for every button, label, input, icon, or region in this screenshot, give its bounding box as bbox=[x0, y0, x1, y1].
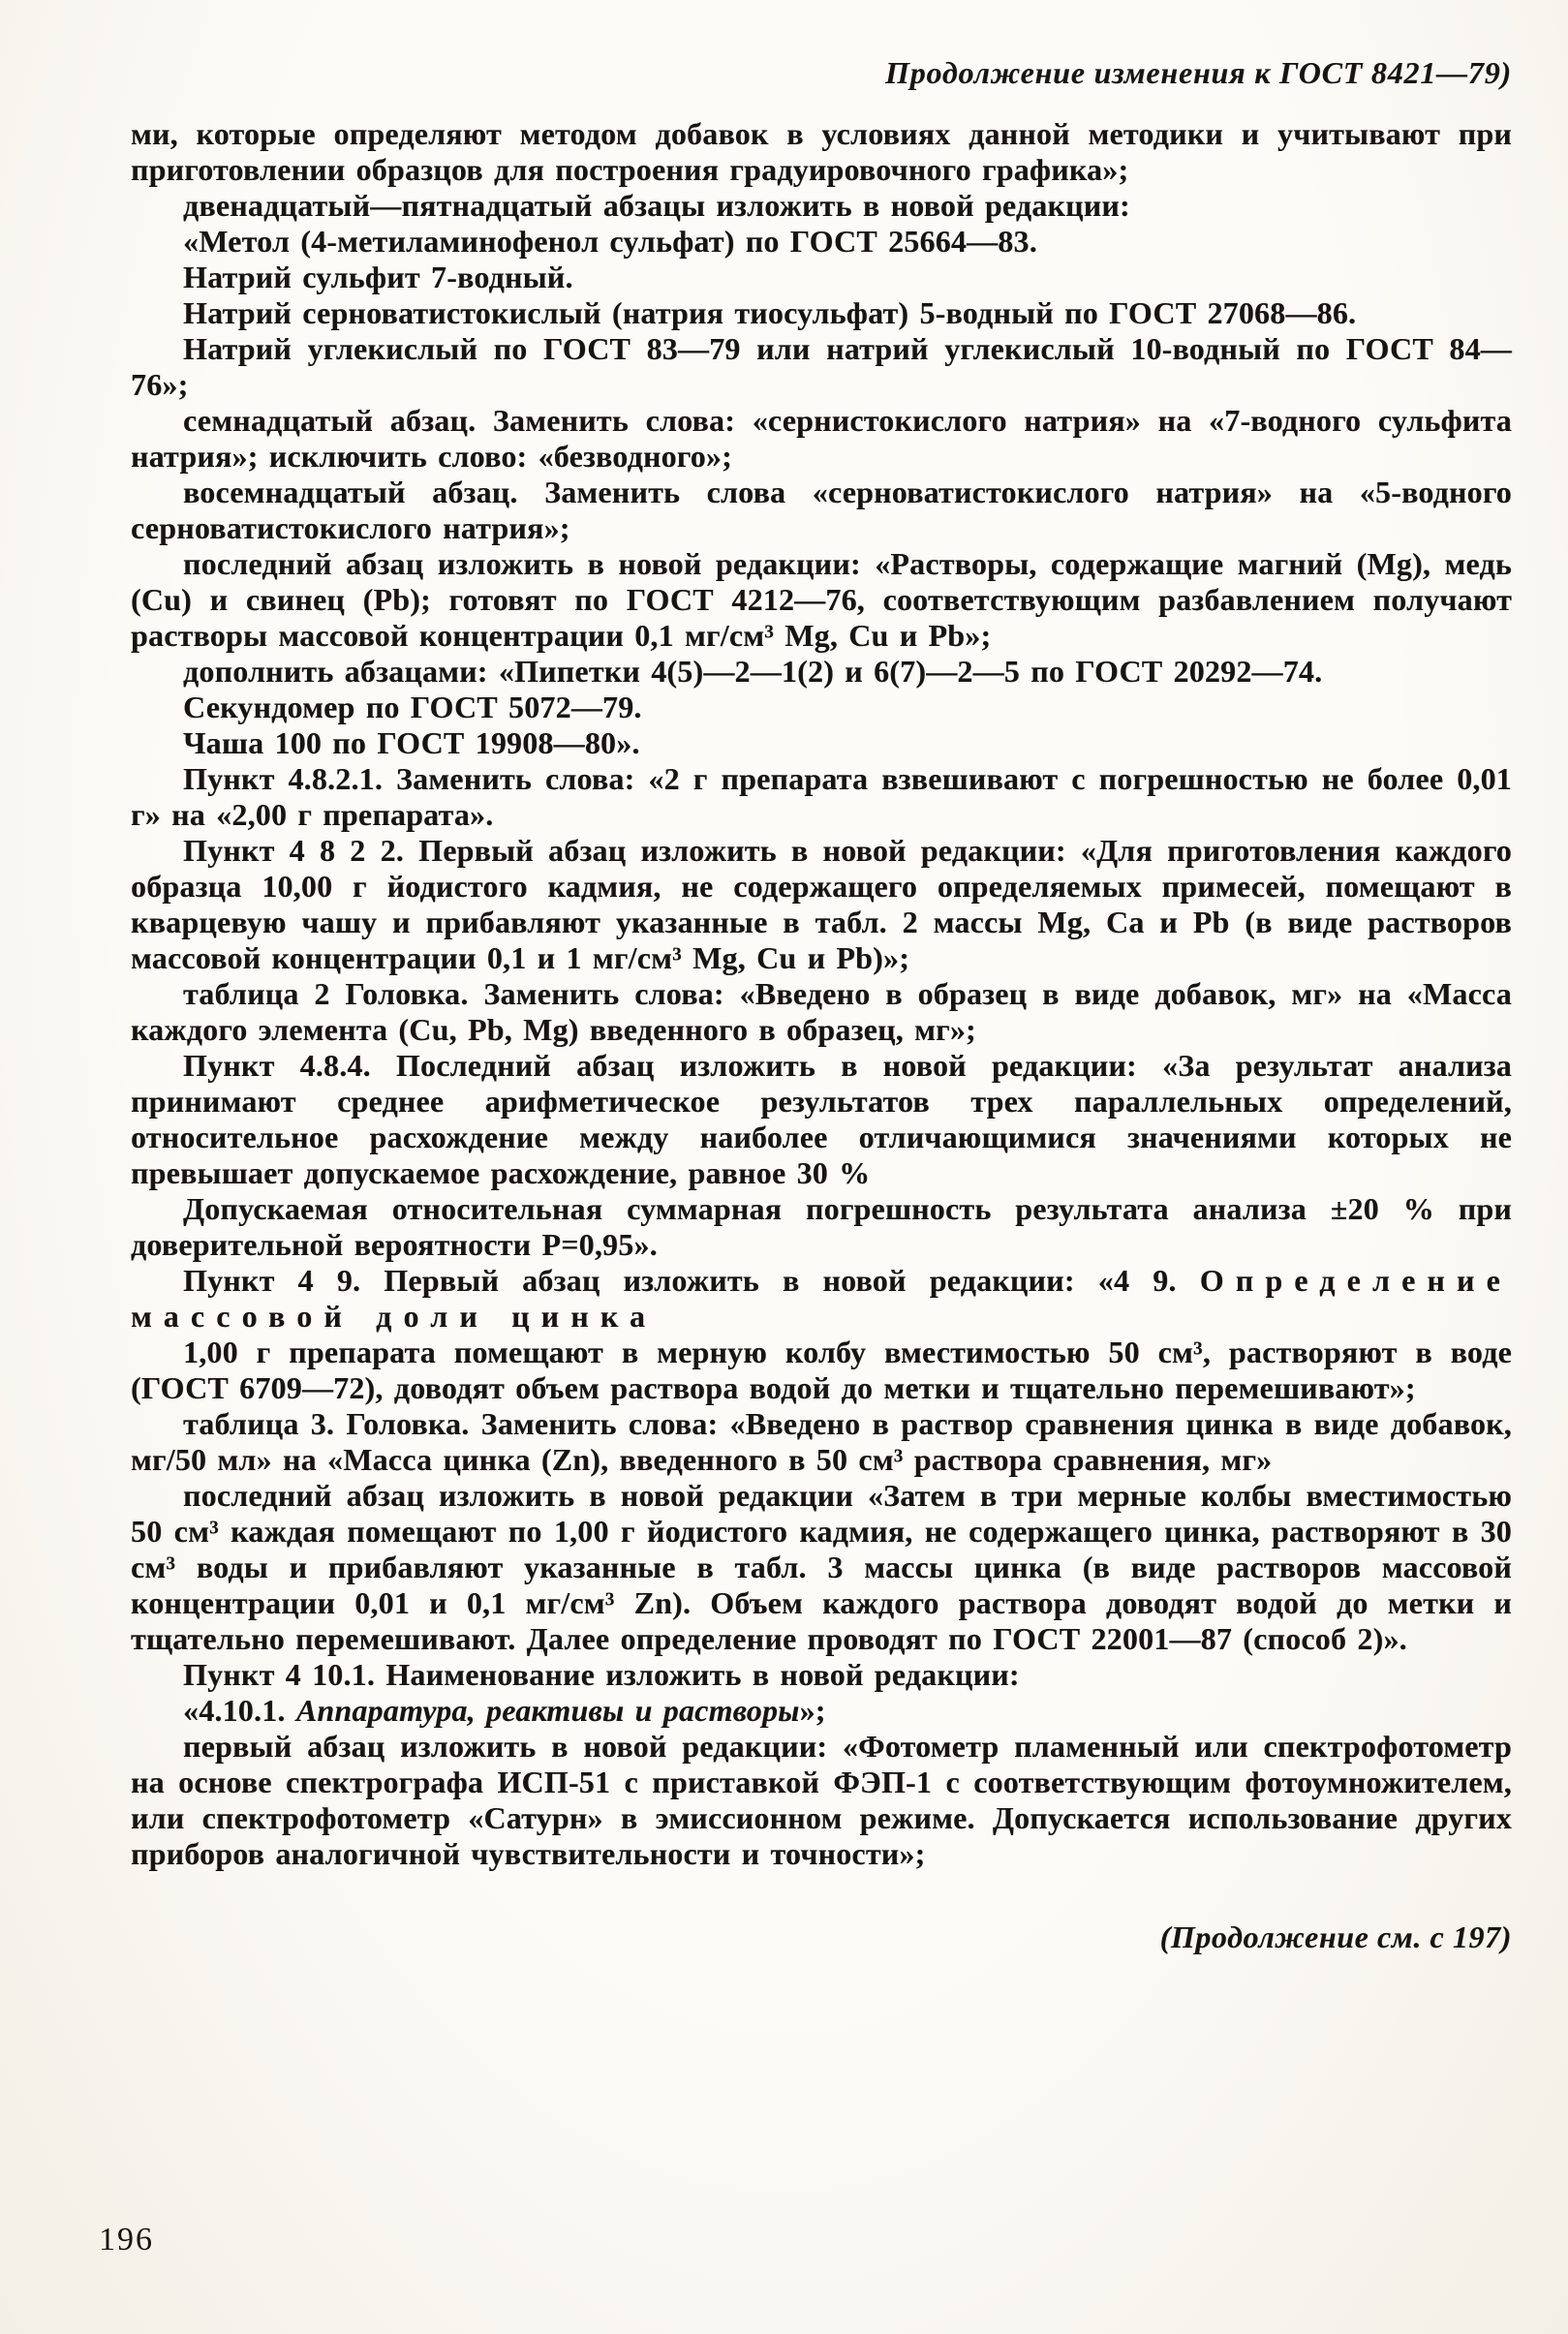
paragraph: первый абзац изложить в новой редакции: «Фотометр пламенный или спектрофотометр на основе спектрографа ИСП-51 с приставкой ФЭП-1 с соответствующим фотоумножителем, или спектрофотометр «Сатурн» в эмиссионном режиме. Допускается использование других приборов аналогичной чувствительности и точности»; bbox=[131, 1729, 1512, 1871]
paragraph-text: »; bbox=[799, 1693, 826, 1728]
paragraph: последний абзац изложить в новой редакции «Затем в три мерные колбы вместимостью 50 см³ каждая помещают по 1,00 г йодистого кадмия, не содержащего цинка, растворяют в 30 см³ воды и прибавляют указанные в табл. 3 массы цинка (в виде растворов массовой концентрации 0,01 и 0,1 мг/см³ Zn). Объем каждого раствора доводят водой до метки и тщательно перемешивают. Далее определение проводят по ГОСТ 22001—87 (способ 2)». bbox=[131, 1478, 1512, 1656]
paragraph: Пункт 4.8.4. Последний абзац изложить в новой редакции: «За результат анализа принимают среднее арифметическое результатов трех параллельных определений, относительное расхождение между наиболее отличающимися значениями которых не превышает допускаемое расхождение, равное 30 % bbox=[131, 1048, 1512, 1190]
spaced-heading-zinc-mass-fraction: Определение массовой доли цинка bbox=[131, 1263, 1512, 1334]
paragraph: Пункт 4.8.2.1. Заменить слова: «2 г препарата взвешивают с погрешностью не более 0,01 г» на «2,00 г препарата». bbox=[131, 761, 1512, 832]
paragraph: Натрий серноватистокислый (натрия тиосульфат) 5-водный по ГОСТ 27068—86. bbox=[183, 295, 1357, 330]
paragraph bbox=[131, 1263, 1512, 1335]
running-header: Продолжение изменения к ГОСТ 8421—79) bbox=[885, 55, 1512, 90]
paragraph: ми, которые определяют методом добавок в условиях данной методики и учитывают при приготовлении образцов для построения градуировочного графика»; bbox=[131, 116, 1512, 187]
document-body bbox=[131, 116, 1512, 1872]
paragraph: таблица 3. Головка. Заменить слова: «Введено в раствор сравнения цинка в виде добавок, мг/50 мл» на «Масса цинка (Zn), введенного в 50 см³ раствора сравнения, мг» bbox=[131, 1406, 1512, 1477]
paragraph: «Метол (4-метиламинофенол сульфат) по ГОСТ 25664—83. bbox=[183, 224, 1037, 259]
continuation-note: (Продолжение см. с 197) bbox=[1159, 1919, 1512, 1954]
section-title-apparatus-reagents: Аппаратура, реактивы и растворы bbox=[295, 1693, 800, 1728]
paragraph: Натрий сульфит 7-водный. bbox=[183, 260, 573, 294]
paragraph: таблица 2 Головка. Заменить слова: «Введено в образец в виде добавок, мг» на «Масса каждого элемента (Cu, Pb, Mg) введенного в образец, мг»; bbox=[131, 976, 1512, 1047]
paragraph: семнадцатый абзац. Заменить слова: «сернистокислого натрия» на «7-водного сульфита натрия»; исключить слово: «безводного»; bbox=[131, 403, 1512, 474]
paragraph: Допускаемая относительная суммарная погрешность результата анализа ±20 % при доверительной вероятности Р=0,95». bbox=[131, 1191, 1512, 1262]
paragraph: Чаша 100 по ГОСТ 19908—80». bbox=[183, 725, 640, 760]
paragraph bbox=[131, 1693, 1512, 1729]
paragraph: Натрий углекислый по ГОСТ 83—79 или натрий углекислый 10-водный по ГОСТ 84—76»; bbox=[131, 331, 1512, 402]
paragraph: Пункт 4 10.1. Наименование изложить в новой редакции: bbox=[183, 1657, 1020, 1692]
paragraph-text: «4.10.1. bbox=[183, 1693, 296, 1728]
paragraph: Пункт 4 8 2 2. Первый абзац изложить в новой редакции: «Для приготовления каждого образца 10,00 г йодистого кадмия, не содержащего определяемых примесей, помещают в кварцевую чашу и прибавляют указанные в табл. 2 массы Mg, Ca и Pb (в виде растворов массовой концентрации 0,1 и 1 мг/см³ Mg, Cu и Pb)»; bbox=[131, 833, 1512, 975]
page-content bbox=[131, 54, 1512, 1955]
paragraph-text: Пункт 4 9. Первый абзац изложить в новой редакции: «4 9. bbox=[183, 1263, 1200, 1298]
page-number: 196 bbox=[99, 2222, 154, 2257]
paragraph: последний абзац изложить в новой редакции: «Растворы, содержащие магний (Mg), медь (Cu) и свинец (Pb); готовят по ГОСТ 4212—76, соответствующим разбавлением получают растворы массовой концентрации 0,1 мг/см³ Mg, Cu и Pb»; bbox=[131, 546, 1512, 653]
paragraph: дополнить абзацами: «Пипетки 4(5)—2—1(2) и 6(7)—2—5 по ГОСТ 20292—74. bbox=[183, 654, 1323, 689]
paragraph: восемнадцатый абзац. Заменить слова «серноватистокислого натрия» на «5-водного серноватистокислого натрия»; bbox=[131, 475, 1512, 545]
paragraph: 1,00 г препарата помещают в мерную колбу вместимостью 50 см³, растворяют в воде (ГОСТ 6709—72), доводят объем раствора водой до метки и тщательно перемешивают»; bbox=[131, 1335, 1512, 1405]
paragraph: двенадцатый—пятнадцатый абзацы изложить в новой редакции: bbox=[183, 188, 1130, 223]
paragraph: Секундомер по ГОСТ 5072—79. bbox=[183, 690, 642, 724]
